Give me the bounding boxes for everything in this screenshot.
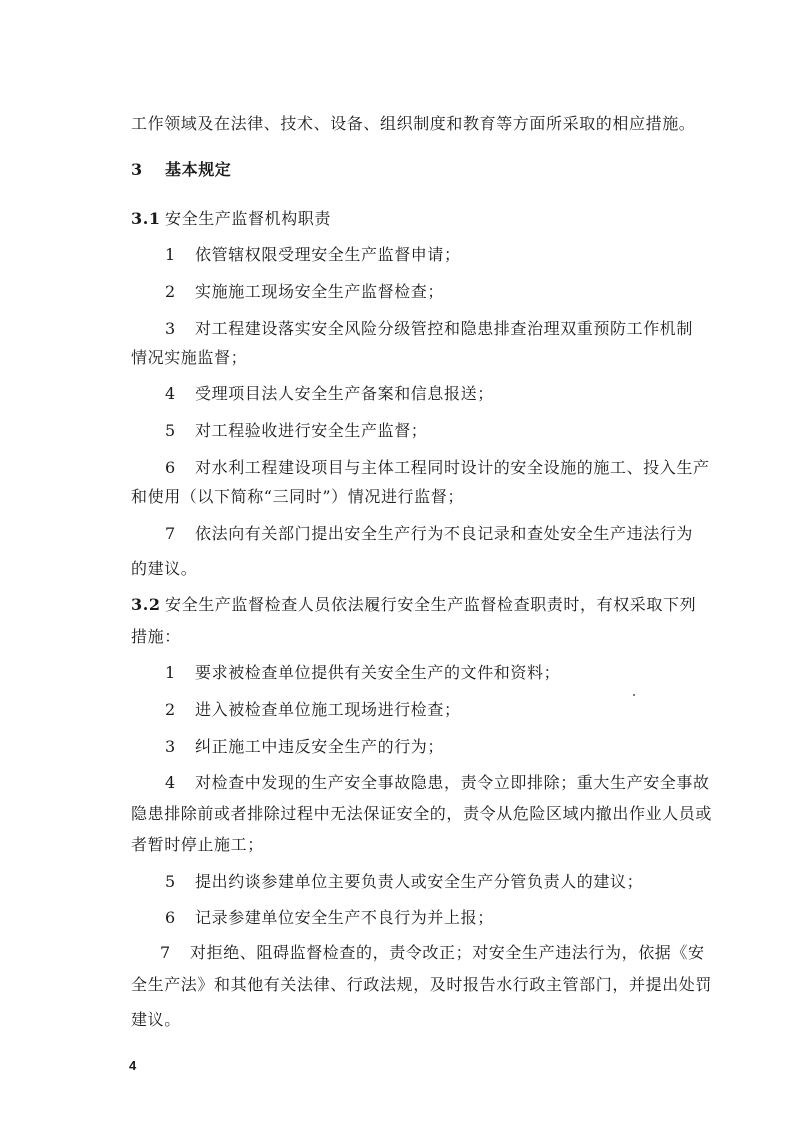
list-item bbox=[165, 772, 710, 794]
list-item bbox=[165, 244, 461, 266]
list-item-text: 对水利工程建设项目与主体工程同时设计的安全设施的施工、投入生产 bbox=[195, 458, 710, 477]
list-item-number: 3 bbox=[165, 319, 176, 338]
list-item-number: 5 bbox=[165, 872, 176, 891]
section-3-1-heading bbox=[131, 208, 331, 230]
section-3-2-title: 安全生产监督检查人员依法履行安全生产监督检查职责时，有权采取下列 bbox=[165, 595, 697, 614]
list-item-text: 受理项目法人安全生产备案和信息报送； bbox=[195, 384, 494, 403]
list-item bbox=[165, 457, 710, 479]
list-item-number: 2 bbox=[165, 282, 176, 301]
section-3-1-number: 3.1 bbox=[131, 209, 161, 228]
section-3-2-heading bbox=[131, 594, 696, 616]
list-item bbox=[160, 942, 705, 964]
list-item bbox=[165, 318, 693, 340]
list-item bbox=[165, 907, 494, 929]
list-item-number: 6 bbox=[165, 908, 176, 927]
section-3-2-title-continuation: 措施： bbox=[131, 627, 181, 646]
list-item-number: 6 bbox=[165, 458, 176, 477]
page-number: 4 bbox=[129, 1058, 137, 1073]
list-item-text: 依法向有关部门提出安全生产行为不良记录和查处安全生产违法行为 bbox=[195, 524, 694, 543]
scan-speck bbox=[633, 694, 635, 696]
list-item-continuation: 情况实施监督； bbox=[131, 348, 248, 367]
list-item-text: 纠正施工中违反安全生产的行为； bbox=[195, 737, 445, 756]
list-item-continuation: 和使用（以下简称“三同时”）情况进行监督； bbox=[131, 487, 464, 506]
list-item bbox=[165, 420, 427, 442]
list-item-text: 实施施工现场安全生产监督检查； bbox=[195, 282, 445, 301]
list-item-continuation: 建议。 bbox=[131, 1010, 181, 1029]
list-item bbox=[165, 281, 444, 303]
list-item-number: 4 bbox=[165, 773, 176, 792]
list-item-number: 1 bbox=[165, 663, 176, 682]
list-item bbox=[165, 871, 643, 893]
list-item-continuation: 者暂时停止施工； bbox=[131, 835, 264, 854]
list-item bbox=[165, 662, 560, 684]
list-item-continuation: 的建议。 bbox=[131, 559, 198, 578]
list-item bbox=[165, 699, 461, 721]
list-item bbox=[165, 383, 494, 405]
list-item-text: 进入被检查单位施工现场进行检查； bbox=[195, 700, 461, 719]
list-item-text: 对检查中发现的生产安全事故隐患，责令立即排除；重大生产安全事故 bbox=[195, 773, 710, 792]
list-item-continuation: 隐患排除前或者排除过程中无法保证安全的，责令从危险区域内撤出作业人员或 bbox=[131, 804, 713, 823]
list-item-number: 3 bbox=[165, 737, 176, 756]
list-item-number: 7 bbox=[160, 943, 171, 962]
section-3-heading bbox=[131, 159, 231, 181]
list-item-text: 对工程建设落实安全风险分级管控和隐患排查治理双重预防工作机制 bbox=[195, 319, 694, 338]
list-item-number: 7 bbox=[165, 524, 176, 543]
list-item-number: 5 bbox=[165, 421, 176, 440]
list-item-text: 记录参建单位安全生产不良行为并上报； bbox=[195, 908, 494, 927]
list-item-continuation: 全生产法》和其他有关法律、行政法规，及时报告水行政主管部门，并提出处罚 bbox=[131, 975, 713, 994]
section-3-2-number: 3.2 bbox=[131, 595, 161, 614]
list-item-text: 对拒绝、阻碍监督检查的，责令改正；对安全生产违法行为，依据《安 bbox=[190, 943, 705, 962]
section-3-title: 基本规定 bbox=[165, 160, 232, 179]
list-item-text: 要求被检查单位提供有关安全生产的文件和资料； bbox=[195, 663, 561, 682]
list-item-text: 提出约谈参建单位主要负责人或安全生产分管负责人的建议； bbox=[195, 872, 644, 891]
list-item-number: 1 bbox=[165, 245, 176, 264]
intro-line: 工作领域及在法律、技术、设备、组织制度和教育等方面所采取的相应措施。 bbox=[131, 114, 696, 133]
list-item bbox=[165, 523, 693, 545]
section-3-number: 3 bbox=[131, 160, 143, 179]
section-3-1-title: 安全生产监督机构职责 bbox=[165, 209, 332, 228]
list-item-number: 4 bbox=[165, 384, 176, 403]
list-item-text: 对工程验收进行安全生产监督； bbox=[195, 421, 428, 440]
list-item bbox=[165, 736, 444, 758]
list-item-number: 2 bbox=[165, 700, 176, 719]
list-item-text: 依管辖权限受理安全生产监督申请； bbox=[195, 245, 461, 264]
